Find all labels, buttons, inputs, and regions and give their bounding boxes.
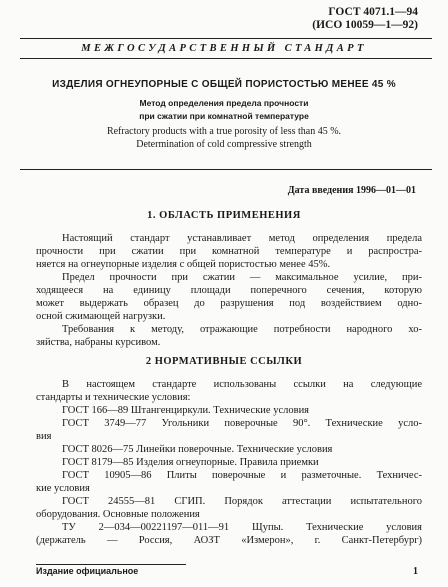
section-2-line: ГОСТ 24555—81 СГИП. Порядок аттестации испытательного: [62, 496, 422, 507]
english-title-line-2: Determination of cold compressive strength: [136, 139, 312, 150]
banner-rule: [20, 58, 432, 59]
section-1-heading: 1. ОБЛАСТЬ ПРИМЕНЕНИЯ: [147, 210, 301, 221]
section-2-line: вия: [36, 431, 52, 442]
subtitle-line-2: при сжатии при комнатной температуре: [139, 111, 309, 121]
section-2-line: ГОСТ 3749—77 Угольники поверочные 90°. Технические усло-: [62, 418, 422, 429]
section-2-line: ТУ 2—034—00221197—011—91 Щупы. Технические условия: [62, 522, 422, 533]
english-title-line-1: Refractory products with a true porosity of less than 45 %.: [106, 126, 342, 137]
standard-banner: МЕЖГОСУДАРСТВЕННЫЙ СТАНДАРТ: [81, 43, 367, 54]
title-rule: [20, 169, 432, 170]
section-2-line: ГОСТ 166—89 Штангенциркули. Технические условия: [62, 405, 310, 416]
section-2-line: кие условия: [36, 483, 90, 494]
document-title: ИЗДЕЛИЯ ОГНЕУПОРНЫЕ С ОБЩЕЙ ПОРИСТОСТЬЮ МЕНЕЕ 45 %: [52, 79, 396, 90]
standard-code-iso: (ИСО 10059—1—92): [312, 19, 418, 31]
section-2-line: ГОСТ 10905—86 Плиты поверочные и разметочные. Техничес-: [62, 470, 422, 481]
section-1-line: Настоящий стандарт устанавливает метод определения предела: [62, 233, 422, 244]
page-number: 1: [413, 566, 418, 577]
section-1-line: ходящееся на единицу площади поперечного сечения, которую: [36, 285, 422, 296]
section-2-line: стандарты и технические условия:: [36, 392, 191, 403]
section-1-line: Требования к методу, отражающие потребности народного хо-: [62, 324, 422, 335]
standard-code: [312, 6, 418, 32]
section-1-line: прочности при сжатии при комнатной температуре и распростра-: [36, 246, 422, 257]
section-2-heading: 2 НОРМАТИВНЫЕ ССЫЛКИ: [145, 356, 303, 367]
section-1-line: няется на огнеупорные изделия с общей пористостью менее 45%.: [36, 259, 331, 270]
section-1-line: может выдержать образец до разрушения под воздействием одно-: [36, 298, 422, 309]
top-rule: [20, 38, 432, 39]
section-2-line: ГОСТ 8026—75 Линейки поверочные. Технические условия: [62, 444, 333, 455]
footer-rule: [36, 564, 186, 565]
subtitle-line-1: Метод определения предела прочности: [139, 98, 309, 108]
standard-code-gost: ГОСТ 4071.1—94: [328, 6, 418, 18]
official-edition-label: Издание официальное: [36, 566, 139, 576]
introduction-date: Дата введения 1996—01—01: [287, 185, 416, 196]
section-2-line: оборудования. Основные положения: [36, 509, 200, 520]
section-2-line: ГОСТ 8179—85 Изделия огнеупорные. Правила приемки: [62, 457, 319, 468]
section-1-line: осной сжимающей нагрузки.: [36, 311, 166, 322]
section-1-line: Предел прочности при сжатии — максимальное усилие, при-: [62, 272, 422, 283]
section-1-line: зяйства, набраны курсивом.: [36, 337, 161, 348]
section-2-line: (держатель — Россия, АОЗТ «Измерон», г. Санкт-Петербург): [36, 535, 422, 546]
section-2-line: В настоящем стандарте использованы ссылки на следующие: [62, 379, 422, 390]
